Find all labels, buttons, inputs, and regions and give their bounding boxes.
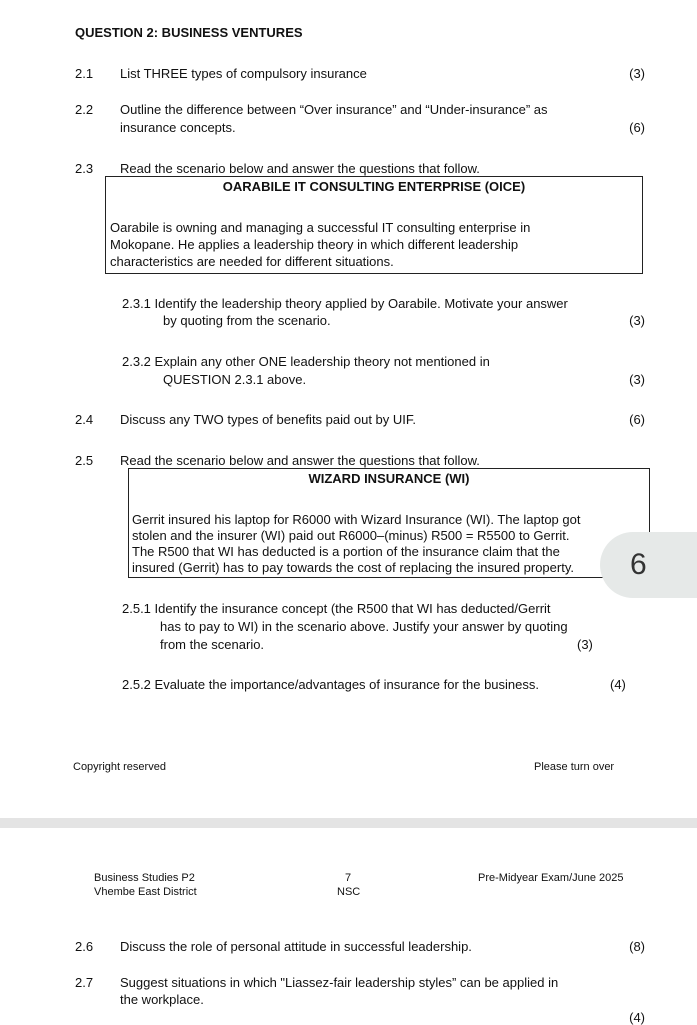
subquestion-text-line1: 2.3.2 Explain any other ONE leadership theory not mentioned in — [122, 354, 490, 369]
page-number-indicator — [600, 532, 697, 598]
scenario-box-wi — [128, 468, 650, 578]
subquestion-text-line3: from the scenario. — [160, 637, 265, 652]
header-nsc: NSC — [337, 886, 361, 898]
footer-copyright: Copyright reserved — [73, 761, 166, 773]
header-district: Vhembe East District — [94, 886, 197, 898]
question-text-line2: insurance concepts. — [120, 120, 236, 135]
section-title: QUESTION 2: BUSINESS VENTURES — [75, 25, 303, 40]
question-text: Read the scenario below and answer the questions that follow. — [120, 453, 480, 468]
scenario-title: OARABILE IT CONSULTING ENTERPRISE (OICE) — [222, 179, 526, 194]
scenario-line: Oarabile is owning and managing a successful IT consulting enterprise in — [110, 220, 531, 235]
question-marks: (3) — [629, 66, 645, 81]
question-number: 2.6 — [75, 939, 94, 954]
scenario-line: The R500 that WI has deducted is a portion of the insurance claim that the — [132, 544, 560, 559]
subquestion-text-line2: by quoting from the scenario. — [163, 313, 331, 328]
question-text: Discuss any TWO types of benefits paid out by UIF. — [120, 412, 416, 427]
subquestion-text-line1: 2.3.1 Identify the leadership theory applied by Oarabile. Motivate your answer — [122, 296, 568, 311]
question-text: Read the scenario below and answer the questions that follow. — [120, 161, 480, 176]
question-number: 2.1 — [75, 66, 94, 81]
question-marks: (6) — [629, 412, 645, 427]
question-number: 2.5 — [75, 453, 94, 468]
page-separator — [0, 818, 697, 828]
question-marks: (6) — [629, 120, 645, 135]
subquestion-text: 2.5.2 Evaluate the importance/advantages of insurance for the business. — [122, 677, 539, 692]
subquestion-text-line1: 2.5.1 Identify the insurance concept (the R500 that WI has deducted/Gerrit — [122, 601, 551, 616]
subquestion-text-line2: has to pay to WI) in the scenario above. Justify your answer by quoting — [160, 619, 568, 634]
question-marks: (4) — [610, 677, 626, 692]
question-text-line2: the workplace. — [120, 992, 204, 1007]
scenario-line: insured (Gerrit) has to pay towards the cost of replacing the insured property. — [132, 560, 574, 575]
scenario-line: characteristics are needed for different situations. — [110, 254, 394, 269]
scenario-line: Mokopane. He applies a leadership theory in which different leadership — [110, 237, 519, 252]
question-text-line1: Outline the difference between “Over insurance” and “Under-insurance” as — [120, 102, 548, 117]
question-number: 2.3 — [75, 161, 94, 176]
question-number: 2.4 — [75, 412, 94, 427]
footer-turn-over: Please turn over — [534, 761, 615, 773]
question-number: 2.2 — [75, 102, 94, 117]
question-text: Discuss the role of personal attitude in successful leadership. — [120, 939, 472, 954]
question-marks: (3) — [577, 637, 593, 652]
header-exam: Pre-Midyear Exam/June 2025 — [478, 872, 624, 884]
header-page-number: 7 — [345, 872, 352, 884]
scenario-box-oice — [105, 176, 643, 274]
subquestion-text-line2: QUESTION 2.3.1 above. — [163, 372, 307, 387]
question-marks: (4) — [629, 1010, 645, 1025]
header-subject: Business Studies P2 — [94, 872, 195, 884]
scenario-line: stolen and the insurer (WI) paid out R6000–(minus) R500 = R5500 to Gerrit. — [132, 528, 570, 543]
scenario-line: Gerrit insured his laptop for R6000 with Wizard Insurance (WI). The laptop got — [132, 512, 581, 527]
question-marks: (3) — [629, 313, 645, 328]
scenario-title: WIZARD INSURANCE (WI) — [308, 471, 470, 486]
question-number: 2.7 — [75, 975, 94, 990]
page-number: 6 — [630, 548, 647, 581]
question-marks: (8) — [629, 939, 645, 954]
question-text-line1: Suggest situations in which "Liassez-fair leadership styles” can be applied in — [120, 975, 559, 990]
question-text: List THREE types of compulsory insurance — [120, 66, 367, 81]
question-marks: (3) — [629, 372, 645, 387]
